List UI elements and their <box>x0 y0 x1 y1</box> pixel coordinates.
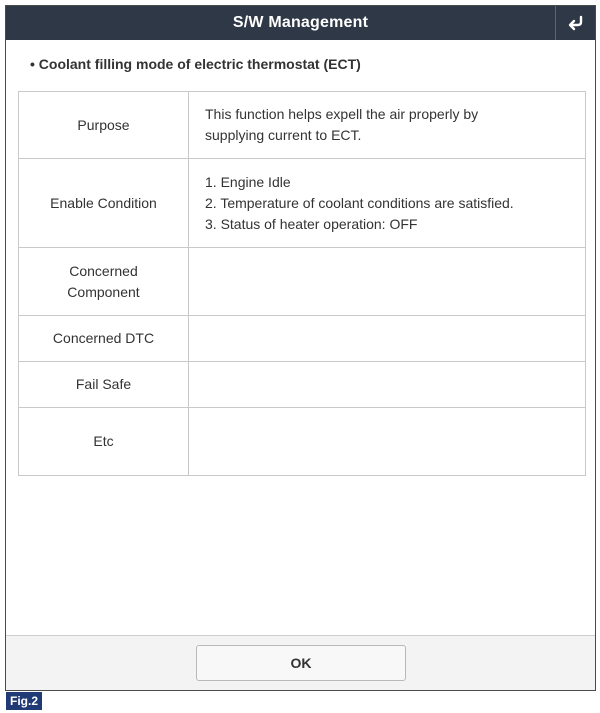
row-label: Enable Condition <box>19 159 189 248</box>
value-line: supplying current to ECT. <box>205 127 362 143</box>
value-line: 1. Engine Idle <box>205 173 291 190</box>
row-value <box>189 92 586 159</box>
back-button[interactable] <box>555 6 595 40</box>
dialog-footer <box>6 635 595 690</box>
value-line: 2. Temperature of coolant conditions are satisfied. <box>205 194 514 211</box>
row-label <box>19 248 189 316</box>
row-value <box>189 408 586 476</box>
return-arrow-icon <box>567 15 585 31</box>
info-table <box>18 91 586 476</box>
row-value <box>189 362 586 408</box>
row-label: Etc <box>19 408 189 476</box>
table-row-concerned-component <box>19 248 586 316</box>
section-heading: • Coolant filling mode of electric thermostat (ECT) <box>30 56 361 72</box>
table-row-etc <box>19 408 586 476</box>
table-row-concerned-dtc <box>19 316 586 362</box>
table-row-purpose <box>19 92 586 159</box>
window-title: S/W Management <box>232 14 369 31</box>
dialog-window <box>5 5 596 691</box>
row-value <box>189 248 586 316</box>
label-line: Concerned <box>69 262 138 279</box>
row-value <box>189 159 586 248</box>
title-bar <box>6 6 595 40</box>
row-label: Concerned DTC <box>19 316 189 362</box>
label-line: Component <box>67 283 140 300</box>
row-value <box>189 316 586 362</box>
value-line: 3. Status of heater operation: OFF <box>205 215 418 232</box>
value-line: This function helps expell the air properly by <box>205 106 479 122</box>
row-label: Fail Safe <box>19 362 189 408</box>
figure-label: Fig.2 <box>6 692 42 710</box>
table-row-enable-condition <box>19 159 586 248</box>
table-row-fail-safe <box>19 362 586 408</box>
row-label: Purpose <box>19 92 189 159</box>
ok-button[interactable]: OK <box>196 645 406 681</box>
